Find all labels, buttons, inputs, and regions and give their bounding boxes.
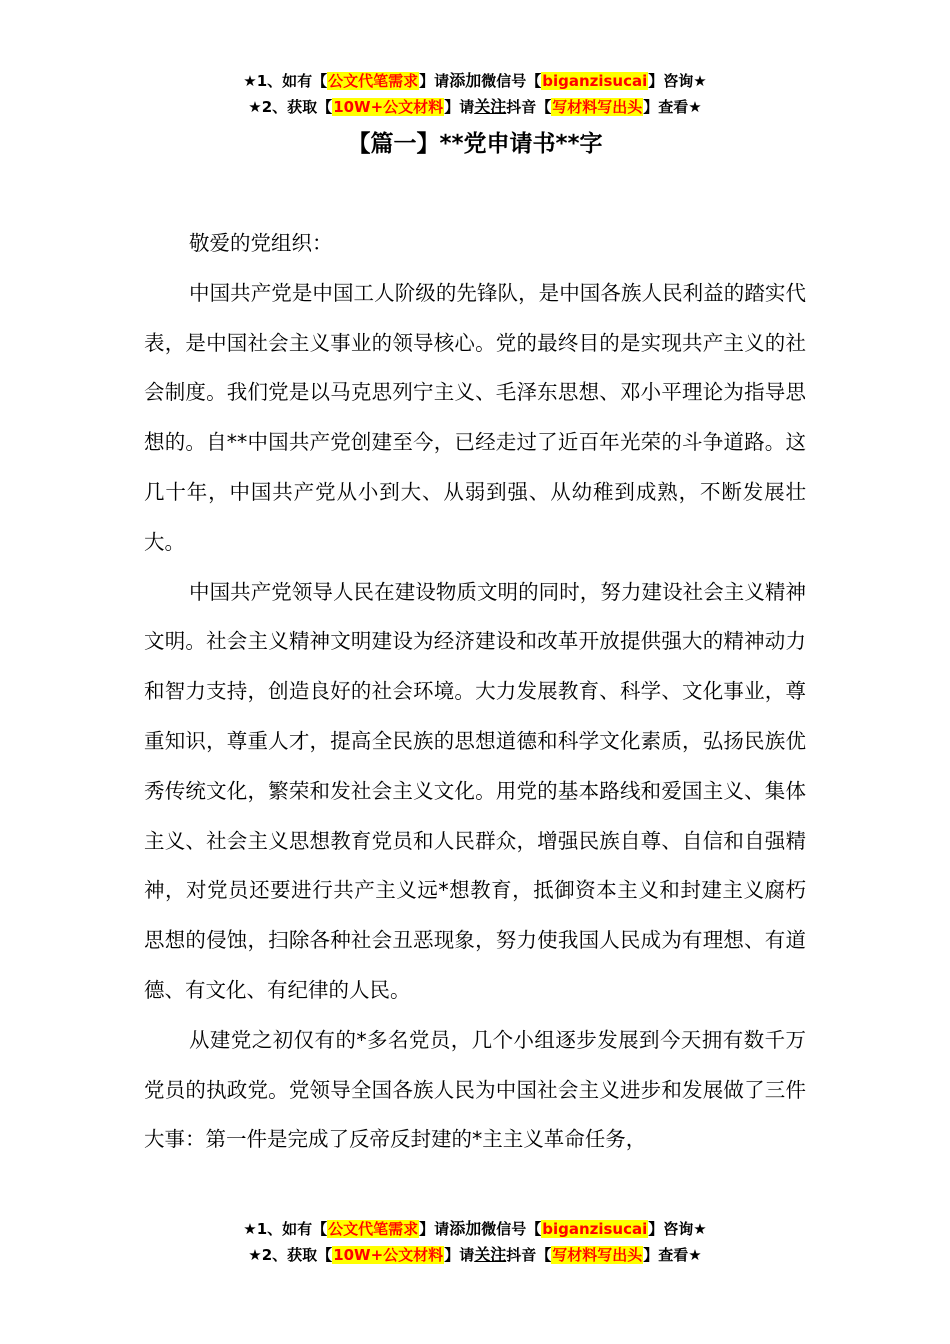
footer-promo-banner [0,1216,950,1268]
header-promo-banner [0,68,950,120]
promo-highlight: 公文代笔需求 [328,1220,419,1238]
promo-wechat-id: biganzisucai [542,72,648,90]
promo-highlight: 10W+公文材料 [333,98,444,116]
promo-douyin-id: 写材料写出头 [552,1246,643,1264]
promo-wechat-id: biganzisucai [542,1220,648,1238]
paragraph: 中国共产党领导人民在建设物质文明的同时，努力建设社会主义精神文明。社会主义精神文明建设为经济建设和改革开放提供强大的精神动力和智力支持，创造良好的社会环境。大力发展教育、科学、文化事业，尊重知识，尊重人才，提高全民族的思想道德和科学文化素质，弘扬民族优秀传统文化，繁荣和发社会主义文化。用党的基本路线和爱国主义、集体主义、社会主义思想教育党员和人民群众，增强民族自尊、自信和自强精神，对党员还要进行共产主义远*想教育，抵御资本主义和封建主义腐朽思想的侵蚀，扫除各种社会丑恶现象，努力使我国人民成为有理想、有道德、有文化、有纪律的人民。 [144,579,806,1002]
paragraph: 中国共产党是中国工人阶级的先锋队，是中国各族人民利益的踏实代表，是中国社会主义事业的领导核心。党的最终目的是实现共产主义的社会制度。我们党是以马克思列宁主义、毛泽东思想、邓小平理论为指导思想的。自**中国共产党创建至今，已经走过了近百年光荣的斗争道路。这几十年，中国共产党从小到大、从弱到强、从幼稚到成熟，不断发展壮大。 [144,280,806,554]
salutation: 敬爱的党组织： [189,231,333,255]
document-body [144,219,806,1165]
promo-highlight: 公文代笔需求 [328,72,419,90]
promo-line-2: ★2、获取【10W+公文材料】请关注抖音【写材料写出头】查看★ [248,97,702,116]
promo-highlight: 10W+公文材料 [333,1246,444,1264]
promo-douyin-id: 写材料写出头 [552,98,643,116]
promo-line-1: ★1、如有【公文代笔需求】请添加微信号【biganzisucai】咨询★ [243,1219,707,1238]
paragraph: 从建党之初仅有的*多名党员，几个小组逐步发展到今天拥有数千万党员的执政党。党领导全国各族人民为中国社会主义进步和发展做了三件大事：第一件是完成了反帝反封建的*主主义革命任务， [144,1027,806,1152]
promo-line-1: ★1、如有【公文代笔需求】请添加微信号【biganzisucai】咨询★ [243,71,707,90]
document-title: 【篇一】**党申请书**字 [347,131,603,157]
promo-line-2: ★2、获取【10W+公文材料】请关注抖音【写材料写出头】查看★ [248,1245,702,1264]
